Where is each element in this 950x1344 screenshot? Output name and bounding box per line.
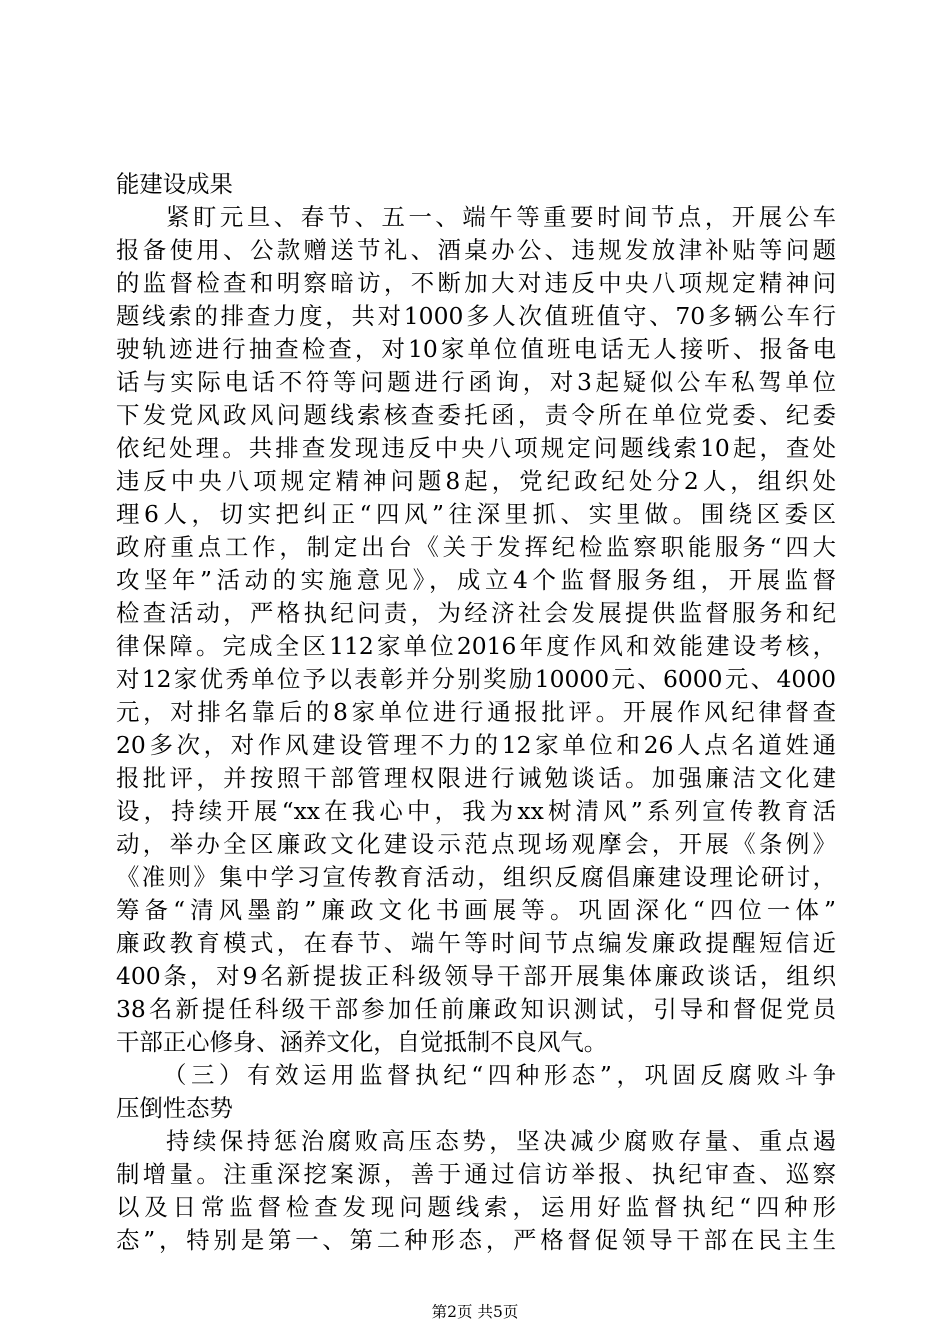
text-line: 的监督检查和明察暗访，不断加大对违反中央八项规定精神问 xyxy=(116,269,836,297)
section-heading-line: （三）有效运用监督执纪“四种形态”，巩固反腐败斗争 xyxy=(163,1061,836,1089)
text-line: 违反中央八项规定精神问题8起，党纪政纪处分2人，组织处 xyxy=(116,467,836,495)
text-line: 攻坚年”活动的实施意见》，成立4个监督服务组，开展监督 xyxy=(116,566,836,594)
text-line: 下发党风政风问题线索核查委托函，责令所在单位党委、纪委 xyxy=(116,401,836,429)
text-line: 对12家优秀单位予以表彰并分别奖励10000元、6000元、4000 xyxy=(116,665,836,693)
document-body xyxy=(116,168,836,1257)
text-line: 驶轨迹进行抽查检查，对10家单位值班电话无人接听、报备电 xyxy=(116,335,836,363)
text-line: 理6人，切实把纠正“四风”往深里抓、实里做。围绕区委区 xyxy=(116,500,836,528)
page-number-footer: 第2页 共5页 xyxy=(431,1303,519,1321)
text-line: 能建设成果 xyxy=(116,170,233,198)
text-line: 紧盯元旦、春节、五一、端午等重要时间节点，开展公车 xyxy=(166,203,836,231)
text-line: 以及日常监督检查发现问题线索，运用好监督执纪“四种形 xyxy=(116,1193,836,1221)
text-line: 检查活动，严格执纪问责，为经济社会发展提供监督服务和纪 xyxy=(116,599,836,627)
text-line: 持续保持惩治腐败高压态势，坚决减少腐败存量、重点遏 xyxy=(166,1127,836,1155)
text-line: 动，举办全区廉政文化建设示范点现场观摩会，开展《条例》 xyxy=(116,830,836,858)
text-line: 20多次，对作风建设管理不力的12家单位和26人点名道姓通 xyxy=(116,731,836,759)
text-line: 态”，特别是第一、第二种形态，严格督促领导干部在民主生 xyxy=(116,1226,836,1254)
text-line: 依纪处理。共排查发现违反中央八项规定问题线索10起，查处 xyxy=(116,434,836,462)
text-line: 干部正心修身、涵养文化，自觉抵制不良风气。 xyxy=(116,1028,608,1056)
text-line: 廉政教育模式，在春节、端午等时间节点编发廉政提醒短信近 xyxy=(116,929,836,957)
text-line: 话与实际电话不符等问题进行函询，对3起疑似公车私驾单位 xyxy=(116,368,836,396)
text-line: 报批评，并按照干部管理权限进行诫勉谈话。加强廉洁文化建 xyxy=(116,764,836,792)
text-line: 题线索的排查力度，共对1000多人次值班值守、70多辆公车行 xyxy=(116,302,836,330)
text-line: 筹备“清风墨韵”廉政文化书画展等。巩固深化“四位一体” xyxy=(116,896,836,924)
text-line: 38名新提任科级干部参加任前廉政知识测试，引导和督促党员 xyxy=(116,995,836,1023)
text-line: 《准则》集中学习宣传教育活动，组织反腐倡廉建设理论研讨， xyxy=(116,863,836,891)
text-line: 400条，对9名新提拔正科级领导干部开展集体廉政谈话，组织 xyxy=(116,962,836,990)
section-heading-line: 压倒性态势 xyxy=(116,1094,233,1122)
text-line: 报备使用、公款赠送节礼、酒桌办公、违规发放津补贴等问题 xyxy=(116,236,836,264)
text-line: 律保障。完成全区112家单位2016年度作风和效能建设考核， xyxy=(116,632,836,660)
text-line: 设，持续开展“xx在我心中，我为xx树清风”系列宣传教育活 xyxy=(116,797,836,825)
text-line: 政府重点工作，制定出台《关于发挥纪检监察职能服务“四大 xyxy=(116,533,836,561)
text-line: 制增量。注重深挖案源，善于通过信访举报、执纪审查、巡察 xyxy=(116,1160,836,1188)
text-line: 元，对排名靠后的8家单位进行通报批评。开展作风纪律督查 xyxy=(116,698,836,726)
